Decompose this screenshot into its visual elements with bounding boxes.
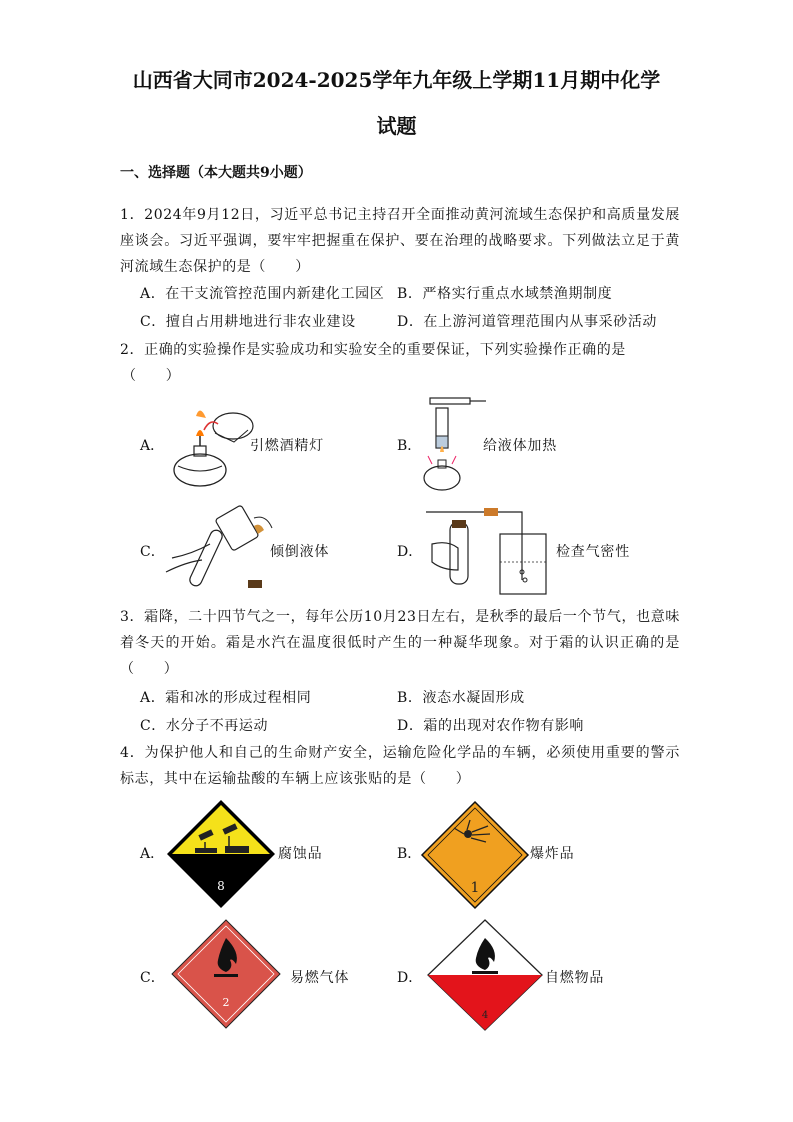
q2-stem-paren: （ ） [122, 368, 181, 384]
airtightness-check-icon [422, 500, 562, 600]
q2-option-d-caption: 检查气密性 [556, 544, 630, 560]
flammable-gas-sign-icon [170, 918, 282, 1030]
q2-option-c-letter: C． [140, 544, 165, 560]
page-title: 山西省大同市2024-2025学年九年级上学期11月期中化学 [132, 68, 661, 92]
q3-stem: 3．霜降，二十四节气之一，每年公历10月23日左右，是秋季的最后一个节气，也意味着冬天的开始。霜是水汽在温度很低时产生的一种凝华现象。对于霜的认识正确的是（ ） [120, 609, 680, 677]
explosive-sign-number: 1 [470, 880, 480, 896]
liquid-heating-icon [418, 392, 488, 496]
q2-option-c-caption: 倾倒液体 [270, 544, 330, 560]
page-title-line2: 试题 [376, 114, 417, 138]
q4-option-d-letter: D． [397, 970, 423, 986]
q4-option-c-caption: 易燃气体 [290, 970, 350, 986]
q2-stem: 2．正确的实验操作是实验成功和实验安全的重要保证，下列实验操作正确的是 [120, 342, 626, 358]
q2-option-a-letter: A． [140, 438, 165, 454]
corrosive-sign-icon [165, 798, 277, 910]
q3-option-a: A．霜和冰的形成过程相同 [140, 690, 312, 706]
q4-option-d-caption: 自燃物品 [545, 970, 605, 986]
q1-option-c: C．擅自占用耕地进行非农业建设 [140, 314, 356, 330]
q4-option-a-letter: A． [140, 846, 165, 862]
q4-option-b-letter: B． [397, 846, 422, 862]
q2-option-b-caption: 给液体加热 [483, 438, 557, 454]
q4-option-a-caption: 腐蚀品 [278, 846, 323, 862]
q2-option-d-letter: D． [397, 544, 423, 560]
spontaneous-combustion-sign-icon [426, 918, 544, 1032]
flammable-gas-sign-number: 2 [222, 996, 230, 1009]
alcohol-lamp-lighting-icon [160, 400, 260, 492]
q1-option-b: B．严格实行重点水域禁渔期制度 [397, 286, 613, 302]
q3-option-b: B．液态水凝固形成 [397, 690, 525, 706]
q1-option-a: A．在干支流管控范围内新建化工园区 [140, 286, 385, 302]
liquid-pouring-icon [162, 500, 280, 600]
q3-option-c: C．水分子不再运动 [140, 718, 269, 734]
q4-option-b-caption: 爆炸品 [530, 846, 575, 862]
corrosive-sign-number: 8 [217, 879, 225, 893]
spontaneous-combustion-sign-number: 4 [481, 1010, 489, 1021]
q2-option-b-letter: B． [397, 438, 422, 454]
explosive-sign-icon [420, 800, 530, 910]
q1-option-d: D．在上游河道管理范围内从事采砂活动 [397, 314, 658, 330]
q1-stem: 1．2024年9月12日，习近平总书记主持召开全面推动黄河流域生态保护和高质量发展座谈会。习近平强调，要牢牢把握重在保护、要在治理的战略要求。下列做法立足于黄河流域生态保护的是（ ） [120, 207, 680, 275]
q2-option-a-caption: 引燃酒精灯 [250, 438, 324, 454]
q4-stem: 4．为保护他人和自己的生命财产安全，运输危险化学品的车辆，必须使用重要的警示标志，其中在运输盐酸的车辆上应该张贴的是（ ） [120, 745, 680, 787]
q4-option-c-letter: C． [140, 970, 165, 986]
q3-option-d: D．霜的出现对农作物有影响 [397, 718, 585, 734]
section-heading: 一、选择题（本大题共9小题） [120, 165, 312, 181]
